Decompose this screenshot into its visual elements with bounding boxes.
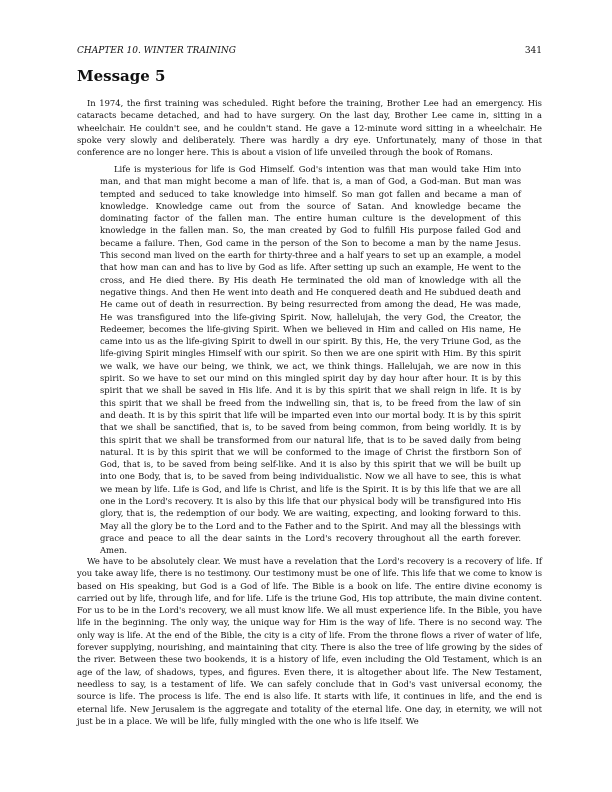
section-heading: Message 5 — [77, 67, 166, 85]
block-quote: Life is mysterious for life is God Himself. God's intention was that man would take Him into man, and that man might become a man of life. that is, a man of God, a God-man. But man was tempted and seduced to take knowledge into himself. So man got fallen and became a man of knowledge. Knowledge came out from the source of Satan. And knowledge became the dominating factor of the fallen man. The entire human culture is the development of this knowledge in the fallen man. So, the man created by God to fulfill His purpose failed God and became a failure. Then, God came in the person of the Son to become a man by the name Jesus. This second man lived on the earth for thirty-three and a half years to set up an example, a model that how man can and has to live by God as life. After setting up such an example, He went to the cross, and He died there. By His death He terminated the old man of knowledge with all the negative things. And then He went into death and He conquered death and He subdued death and He came out of death in resurrection. By being resurrected from among the dead, He was made, He was transfigured into the life-giving Spirit. Now, hallelujah, the very God, the Creator, the Redeemer, becomes the life-giving Spirit. When we believed in Him and called on His name, He came into us as the life-giving Spirit to dwell in our spirit. By this, He, the very Triune God, as the life-giving Spirit mingles Himself with our spirit. So then we are one spirit with Him. By this spirit we walk, we have our being, we think, we act, we think things. Hallelujah, we are now in this spirit. So we have to set our mind on this mingled spirit day by day hour after hour. It is by this spirit that we shall be saved in His life. And it is by this spirit that we shall reign in life. It is by this spirit that we shall be freed from the indwelling sin, that is, to be freed from the law of sin and death. It is by this spirit that life will be imparted even into our mortal body. It is by this spirit that we shall be sanctified, that is, to be saved from being common, from being worldly. It is by this spirit that we shall be transformed from our natural life, that is to be saved daily from being natural. It is by this spirit that we will be conformed to the image of Christ the firstborn Son of God, that is, to be saved from being self-like. And it is also by this spirit that we will be built up into one Body, that is, to be saved from being individualistic. Now we all have to see, this is what we mean by life. Life is God, and life is Christ, and life is the Spirit. It is by this life that we are all one in the Lord's recovery. It is also by this life that our physical body will be transfigured into His glory, that is, the redemption of our body. We are waiting, expecting, and looking forward to this. May all the glory be to the Lord and to the Father and to the Spirit. And may all the blessings with grace and peace to all the dear saints in the Lord's recovery throughout all the earth forever. Amen. — [100, 164, 521, 556]
intro-paragraph: In 1974, the first training was scheduled. Right before the training, Brother Lee had an emergency. His cataracts became detached, and had to have surgery. On the last day, Brother Lee came in, sitting in a wheelchair. He couldn't see, and he couldn't stand. He gave a 12-minute word sitting in a wheelchair. He spoke very slowly and deliberately. There was hardly a dry eye. Unfortunately, many of those in that conference are no longer here. This is about a vision of life unveiled through the book of Romans. — [77, 98, 542, 158]
running-head — [77, 44, 542, 58]
closing-paragraph: We have to be absolutely clear. We must have a revelation that the Lord's recovery is a recovery of life. If you take away life, there is no testimony. Our testimony must be one of life. This life that we come to know is based on His speaking, but God is a God of life. The Bible is a book on life. The entire divine economy is carried out by life, through life, and for life. Life is the triune God, His top attribute, the main divine content. For us to be in the Lord's recovery, we all must know life. We all must experience life. In the Bible, you have life in the beginning. The only way, the unique way for Him is the way of life. There is no second way. The only way is life. At the end of the Bible, the city is a city of life. From the throne flows a river of water of life, forever supplying, nourishing, and maintaining that city. There is also the tree of life growing by the sides of the river. Between these two bookends, it is a history of life, even including the Old Testament, which is an age of the law, of shadows, types, and figures. Even there, it is altogether about life. The New Testament, needless to say, is a testament of life. We can safely conclude that in God's vast universal economy, the source is life. The process is life. The end is also life. It starts with life, it continues in life, and the end is eternal life. New Jerusalem is the aggregate and totality of the eternal life. One day, in eternity, we will not just be in a place. We will be life, fully mingled with the one who is life itself. We — [77, 556, 542, 726]
page-number: 341 — [524, 46, 542, 56]
chapter-title: CHAPTER 10. WINTER TRAINING — [77, 46, 236, 56]
